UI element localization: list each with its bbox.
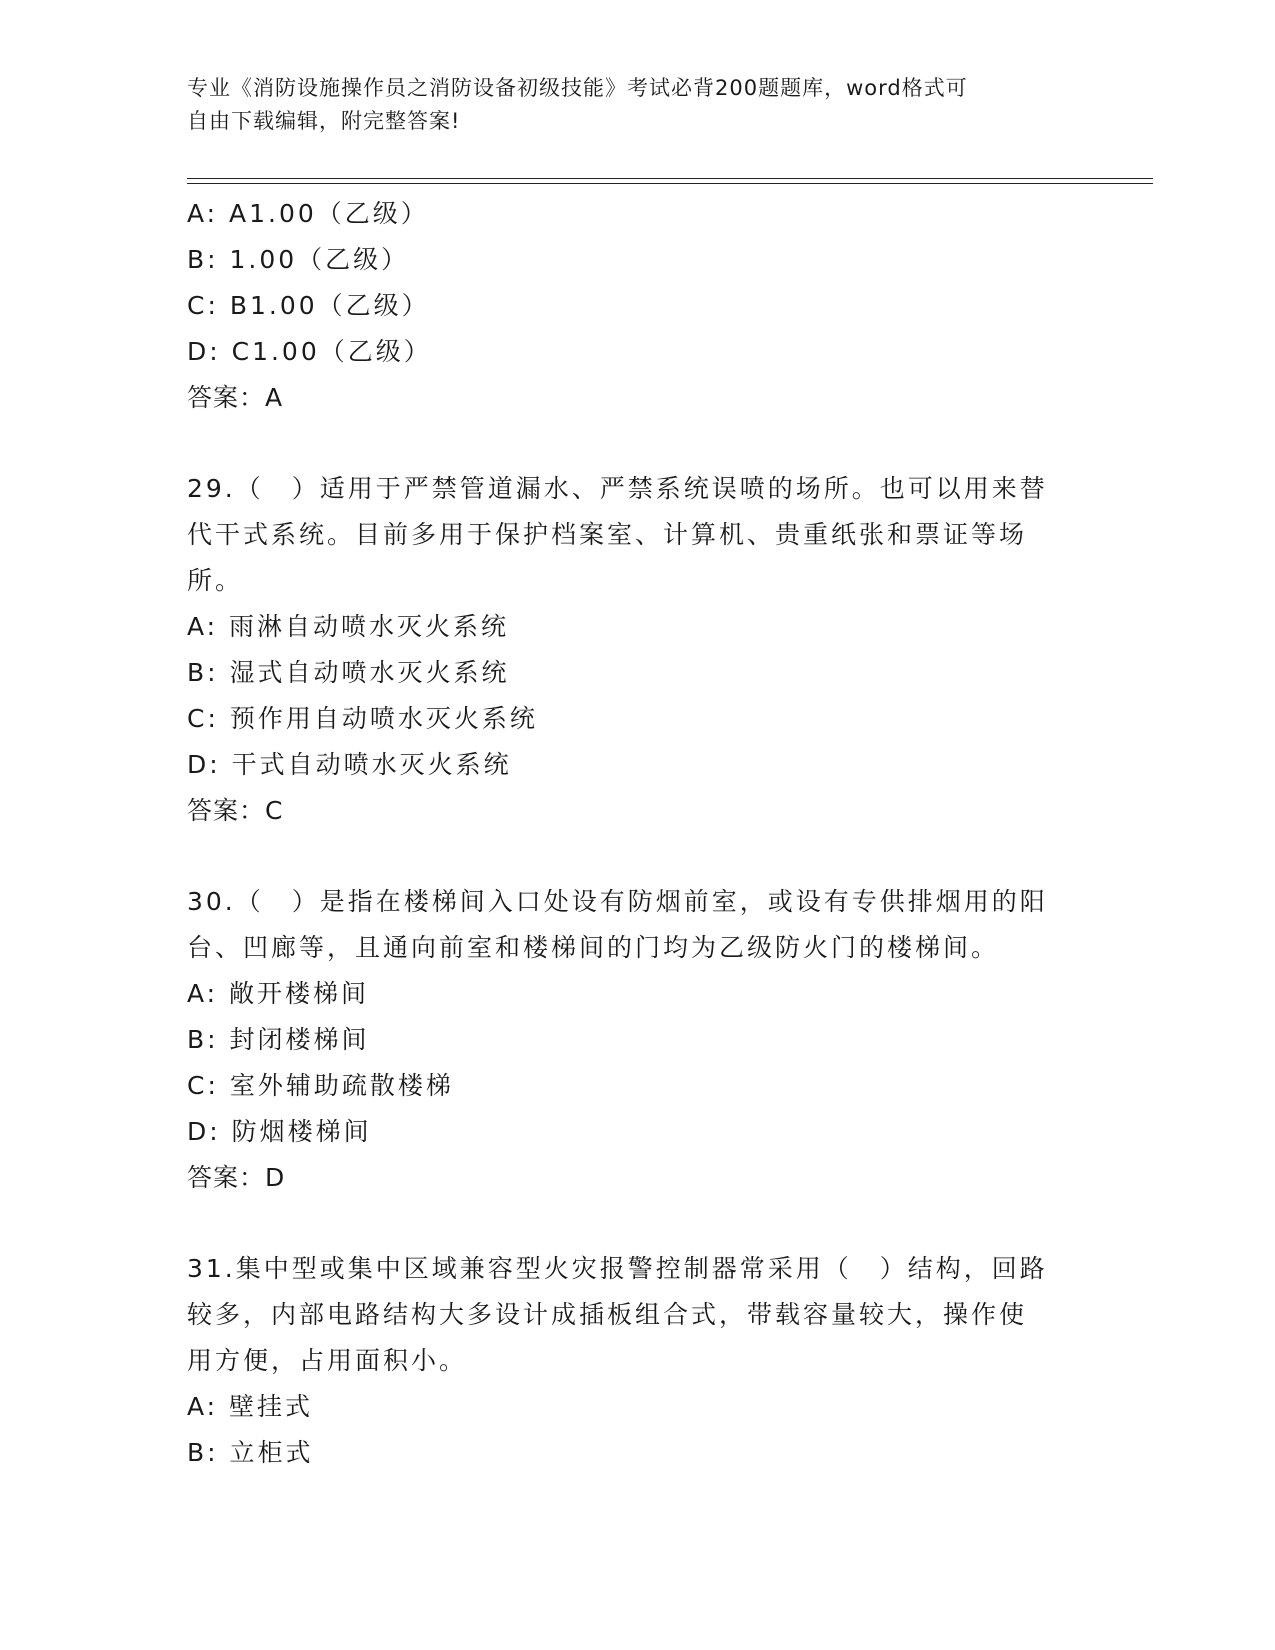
question-content: [187, 191, 1087, 1476]
question-block: [187, 1246, 1087, 1476]
question-stem-line: 30.（ ）是指在楼梯间入口处设有防烟前室，或设有专供排烟用的阳: [187, 887, 1048, 916]
question-block: [187, 466, 1087, 834]
question-stem-line: 较多，内部电路结构大多设计成插板组合式，带载容量较大，操作使: [187, 1300, 1028, 1329]
question-stem-line: 代干式系统。目前多用于保护档案室、计算机、贵重纸张和票证等场: [187, 520, 1028, 549]
question-stem-line: 31.集中型或集中区域兼容型火灾报警控制器常采用（ ）结构，回路: [187, 1254, 1048, 1283]
answer-line: 答案：C: [187, 796, 284, 825]
option-b: B: 立柜式: [187, 1438, 314, 1467]
document-header: [187, 72, 1067, 138]
question-stem-line: 所。: [187, 566, 244, 595]
option-d: D: 防烟楼梯间: [187, 1117, 372, 1146]
option-c: C: B1.00（乙级）: [187, 291, 430, 320]
block-spacer: [187, 834, 1087, 879]
option-a: A: 敞开楼梯间: [187, 979, 370, 1008]
option-a: A: 雨淋自动喷水灭火系统: [187, 612, 510, 641]
question-block: [187, 191, 1087, 421]
answer-line: 答案：D: [187, 1163, 286, 1192]
option-b: B: 湿式自动喷水灭火系统: [187, 658, 510, 687]
option-d: D: 干式自动喷水灭火系统: [187, 750, 512, 779]
question-stem-line: 用方便，占用面积小。: [187, 1346, 468, 1375]
question-stem-line: 29.（ ）适用于严禁管道漏水、严禁系统误喷的场所。也可以用来替: [187, 474, 1048, 503]
answer-line: 答案：A: [187, 383, 284, 412]
option-d: D: C1.00（乙级）: [187, 337, 432, 366]
option-a: A: 壁挂式: [187, 1392, 314, 1421]
header-title-line-1: 专业《消防设施操作员之消防设备初级技能》考试必背200题题库，word格式可: [187, 76, 968, 100]
option-b: B: 1.00（乙级）: [187, 245, 410, 274]
question-stem-line: 台、凹廊等，且通向前室和楼梯间的门均为乙级防火门的楼梯间。: [187, 933, 1000, 962]
header-rule-top: [187, 178, 1153, 179]
block-spacer: [187, 1201, 1087, 1246]
option-c: C: 室外辅助疏散楼梯: [187, 1071, 454, 1100]
option-b: B: 封闭楼梯间: [187, 1025, 370, 1054]
option-a: A: A1.00（乙级）: [187, 199, 429, 228]
question-block: [187, 879, 1087, 1201]
block-spacer: [187, 421, 1087, 466]
header-title-line-2: 自由下载编辑，附完整答案!: [187, 109, 461, 133]
header-rule-bottom: [187, 183, 1153, 184]
option-c: C: 预作用自动喷水灭火系统: [187, 704, 538, 733]
